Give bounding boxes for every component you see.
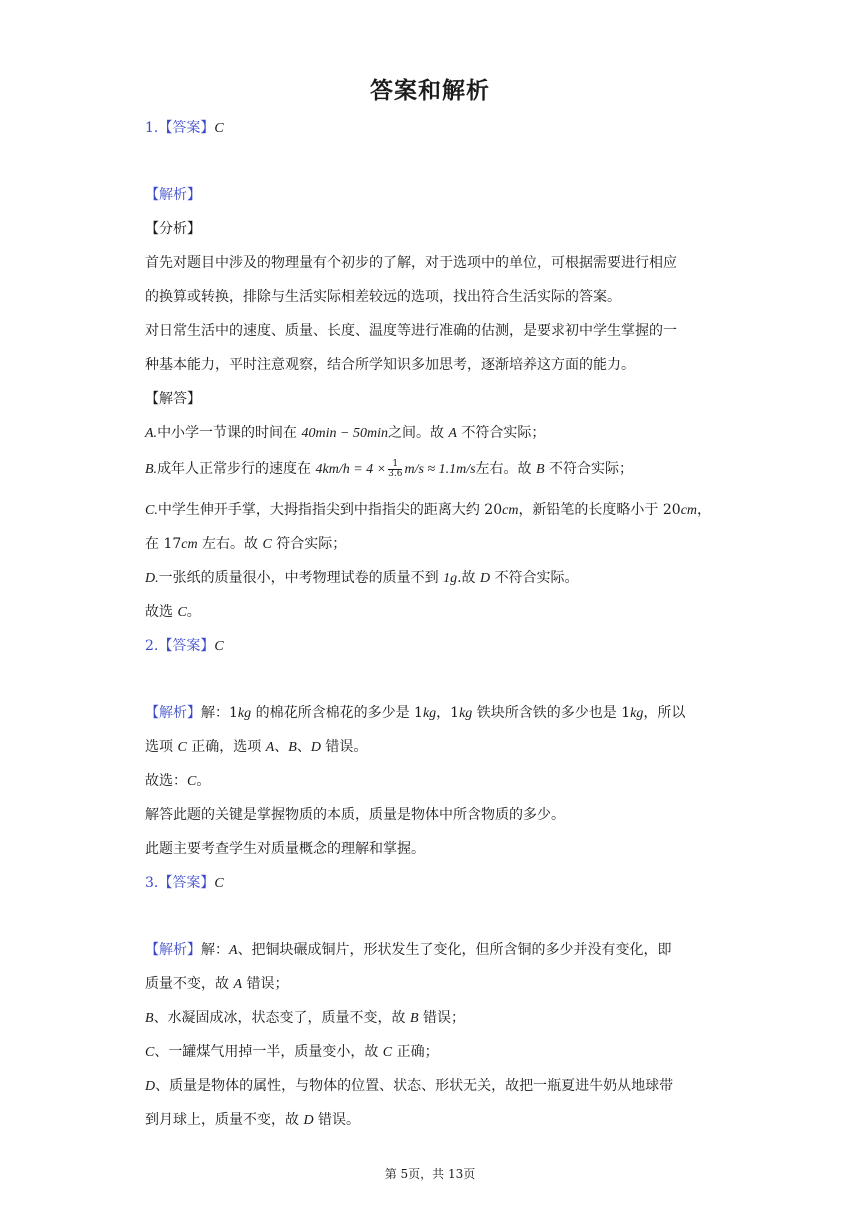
q2-l3-t2: 。 bbox=[196, 773, 211, 789]
q3-l3-b2: B bbox=[410, 1011, 419, 1026]
q2-conclusion bbox=[145, 771, 720, 792]
q1-option-c-cont-text-2: 左右。故 bbox=[197, 536, 259, 552]
q1-option-a-text-2: 之间。故 bbox=[387, 425, 444, 441]
q3-l4-c: C bbox=[145, 1045, 155, 1060]
q3-answer-heading bbox=[145, 873, 720, 894]
q2-number: 2. bbox=[145, 638, 159, 654]
q1-option-a-math: 40min − 50min bbox=[301, 426, 388, 441]
q1-analysis-line-3: 对日常生活中的速度、质量、长度、温度等进行准确的估测，是要求初中学生掌握的一 bbox=[145, 323, 677, 339]
q1-option-c-unit-1: cm bbox=[502, 503, 519, 518]
q2-l2-t4: 、 bbox=[296, 739, 311, 755]
q1-jiexi-tag: 【解析】 bbox=[145, 187, 201, 203]
q2-key-point: 解答此题的关键是掌握物质的本质，质量是物体中所含物质的多少。 bbox=[145, 807, 565, 823]
q3-number: 3. bbox=[145, 875, 159, 891]
q3-l6-t2: 错误。 bbox=[313, 1112, 361, 1128]
q2-answer-heading bbox=[145, 636, 720, 657]
q3-l5-d: D bbox=[145, 1079, 156, 1094]
q1-option-b-text-3: 不符合实际； bbox=[549, 461, 634, 477]
q3-l3-t2: 错误； bbox=[418, 1010, 466, 1026]
q2-l2-a: A bbox=[265, 740, 275, 755]
q2-summary: 此题主要考查学生对质量概念的理解和掌握。 bbox=[145, 841, 425, 857]
q3-l5-t1: 、质量是物体的属性，与物体的位置、状态、形状无关，故把一瓶夏进牛奶从地球带 bbox=[155, 1078, 674, 1094]
fraction-denominator: 3.6 bbox=[388, 468, 403, 479]
q1-option-d-text-3: 不符合实际。 bbox=[494, 570, 579, 586]
q2-l2-t3: 、 bbox=[274, 739, 289, 755]
q3-explanation-line-4 bbox=[145, 1042, 720, 1063]
q1-conclusion-end: 。 bbox=[186, 604, 201, 620]
q1-conclusion bbox=[145, 602, 720, 623]
q1-answer-tag: 【答案】 bbox=[158, 120, 215, 136]
q2-l2-t1: 选项 bbox=[145, 739, 178, 755]
q3-explanation-line-2 bbox=[145, 974, 720, 995]
q1-conclusion-answer: C bbox=[177, 605, 187, 620]
q3-l4-t2: 正确； bbox=[392, 1044, 439, 1060]
q2-l1-t4: 铁块所含铁的多少也是 1 bbox=[472, 705, 631, 721]
page-footer: 第 5页，共 13页 bbox=[384, 1167, 476, 1181]
q1-option-d-math: 1g bbox=[443, 571, 458, 586]
q2-l2-c: C bbox=[177, 740, 187, 755]
q3-l4-t1: 、一罐煤气用掉一半，质量变小，故 bbox=[154, 1044, 383, 1060]
q2-l1-t1: 解：1 bbox=[201, 705, 238, 721]
q1-option-c-text-2: ，新铅笔的长度略小于 20 bbox=[518, 502, 681, 518]
q2-l3-t1: 故选： bbox=[145, 773, 187, 789]
q2-explanation-line-1 bbox=[145, 703, 720, 724]
q1-answer-heading bbox=[145, 118, 720, 139]
q3-l6-t1: 到月球上，质量不变，故 bbox=[145, 1112, 304, 1128]
q1-number: 1. bbox=[145, 120, 159, 136]
q1-option-b-math-1: 4km/h = 4 × bbox=[315, 462, 387, 477]
q2-l2-b: B bbox=[288, 740, 297, 755]
q3-explanation-line-5 bbox=[145, 1076, 720, 1097]
q1-option-c-text-1: 中学生伸开手掌，大拇指指尖到中指指尖的距离大约 20 bbox=[157, 502, 503, 518]
q1-option-c-unit-2: cm bbox=[680, 503, 698, 518]
q3-l3-b: B bbox=[145, 1011, 154, 1026]
q3-l4-c2: C bbox=[382, 1045, 393, 1060]
q1-option-d-text-2: .故 bbox=[457, 570, 476, 586]
q2-explanation-line-2 bbox=[145, 737, 720, 758]
q3-explanation-line-6 bbox=[145, 1110, 720, 1131]
q2-l1-t3: ，1 bbox=[436, 705, 460, 721]
q2-l1-u2: kg bbox=[422, 706, 437, 721]
q2-answer-tag: 【答案】 bbox=[158, 638, 215, 654]
q1-option-b-letter: B. bbox=[145, 462, 158, 477]
fraction-numerator: 1 bbox=[388, 460, 402, 470]
q3-l2-t1: 质量不变，故 bbox=[145, 976, 234, 992]
q1-option-c-cont-unit: cm bbox=[181, 537, 198, 552]
q3-explanation-line-3 bbox=[145, 1008, 720, 1029]
q1-analysis-line-2: 的换算或转换，排除与生活实际相差较远的选项，找出符合生活实际的答案。 bbox=[145, 289, 621, 305]
q3-l1-t2: 、把铜块碾成铜片，形状发生了变化，但所含铜的多少并没有变化，即 bbox=[237, 942, 672, 958]
q2-jiexi-tag: 【解析】 bbox=[145, 705, 201, 721]
q1-option-b-math-2: m/s ≈ 1.1m/s bbox=[404, 462, 476, 477]
q3-l3-t1: 、水凝固成冰，状态变了，质量不变，故 bbox=[153, 1010, 411, 1026]
q1-option-b-letter-2: B bbox=[536, 462, 545, 477]
q1-option-c-cont-letter: C bbox=[262, 537, 272, 552]
q1-option-a-text-3: 不符合实际； bbox=[461, 425, 546, 441]
q1-option-b-text-2: 左右。故 bbox=[475, 461, 532, 477]
q3-l2-t2: 错误； bbox=[242, 976, 289, 992]
q1-option-b-fraction bbox=[388, 460, 402, 479]
q1-option-c-cont-text-1: 在 17 bbox=[145, 536, 182, 552]
q1-analysis-line-1: 首先对题目中涉及的物理量有个初步的了解，对于选项中的单位，可根据需要进行相应 bbox=[145, 255, 677, 271]
q2-l1-t5: ，所以 bbox=[643, 705, 686, 721]
q2-l2-t5: 错误。 bbox=[320, 739, 368, 755]
q1-option-c bbox=[145, 500, 720, 521]
q1-option-c-cont-text-3: 符合实际； bbox=[276, 536, 347, 552]
q1-option-b-text-1: 成年人正常步行的速度在 bbox=[157, 461, 312, 477]
q3-l1-a: A bbox=[229, 943, 238, 958]
q2-l2-d: D bbox=[310, 740, 321, 755]
q1-fenxi-tag: 【分析】 bbox=[145, 221, 201, 237]
q1-option-d-letter-2: D bbox=[479, 571, 491, 586]
q2-l2-t2: 正确，选项 bbox=[186, 739, 266, 755]
q3-answer-tag: 【答案】 bbox=[158, 875, 215, 891]
q2-l1-u4: kg bbox=[630, 706, 644, 721]
q1-analysis-line-4: 种基本能力，平时注意观察，结合所学知识多加思考，逐渐培养这方面的能力。 bbox=[145, 357, 635, 373]
q3-answer-value: C bbox=[214, 876, 224, 891]
q2-answer-value: C bbox=[214, 639, 224, 654]
q2-l3-ans: C bbox=[187, 774, 197, 789]
q1-option-a-letter-2: A bbox=[448, 426, 457, 441]
q1-option-b bbox=[145, 459, 720, 480]
q1-option-a bbox=[145, 423, 720, 444]
q1-conclusion-text: 故选 bbox=[145, 604, 178, 620]
q1-option-d-letter: D. bbox=[145, 571, 159, 586]
q1-option-c-text-3: ， bbox=[697, 502, 712, 518]
q3-l1-t1: 解： bbox=[201, 942, 229, 958]
page-title: 答案和解析 bbox=[370, 78, 490, 104]
q1-option-d bbox=[145, 568, 720, 589]
q3-explanation-line-1 bbox=[145, 940, 720, 961]
q2-l1-u1: kg bbox=[237, 706, 252, 721]
q1-option-a-text-1: 中小学一节课的时间在 bbox=[157, 425, 298, 441]
q3-l6-d: D bbox=[303, 1113, 314, 1128]
q3-jiexi-tag: 【解析】 bbox=[145, 942, 201, 958]
q2-l1-u3: kg bbox=[459, 706, 473, 721]
q1-option-c-cont bbox=[145, 534, 720, 555]
q3-l2-a: A bbox=[233, 977, 243, 992]
q1-option-a-letter: A. bbox=[145, 426, 158, 441]
q1-option-d-text-1: 一张纸的质量很小，中考物理试卷的质量不到 bbox=[158, 570, 444, 586]
q1-option-c-letter: C. bbox=[145, 503, 158, 518]
q1-jieda-tag: 【解答】 bbox=[145, 391, 201, 407]
q2-l1-t2: 的棉花所含棉花的多少是 1 bbox=[251, 705, 423, 721]
q1-answer-value: C bbox=[214, 121, 224, 136]
